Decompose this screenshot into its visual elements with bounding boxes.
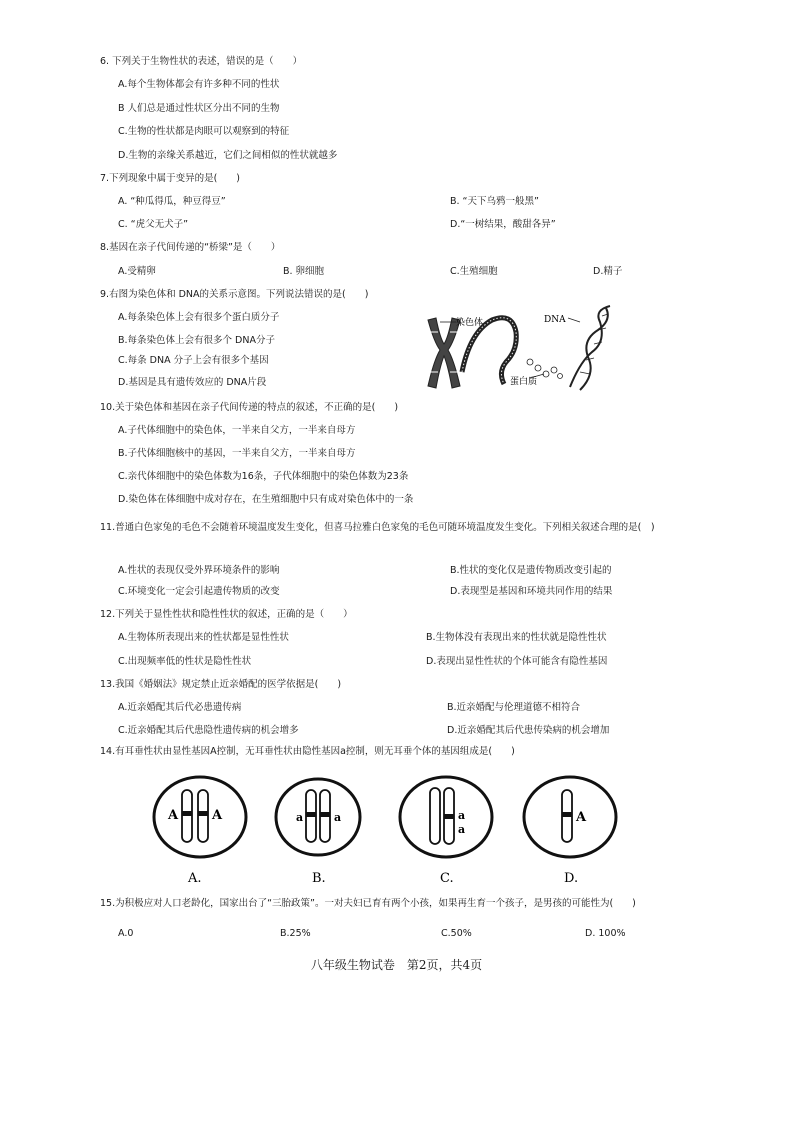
q8-option-b: B. 卵细胞: [283, 266, 325, 277]
nucleosome-beads: [527, 359, 563, 379]
q13-option-b: B.近亲婚配与伦理道德不相符合: [447, 702, 581, 713]
question-11-stem: 11.普通白色家兔的毛色不会随着环境温度发生变化，但喜马拉雅白色家兔的毛色可随环境温度发生变化。下列相关叙述合理的是( ): [100, 522, 655, 533]
gene-label-a-left: A: [168, 808, 179, 823]
gene-label-d-right: A: [576, 810, 587, 825]
q10-option-d: D.染色体在体细胞中成对存在，在生殖细胞中只有成对染色体中的一条: [118, 494, 414, 505]
q7-option-c: C. “虎父无犬子”: [118, 219, 189, 230]
cell-option-b: [276, 779, 360, 886]
q11-option-c: C.环境变化一定会引起遗传物质的改变: [118, 586, 280, 597]
chromosome-dna-figure: [420, 302, 620, 397]
q11-option-a: A.性状的表现仅受外界环境条件的影响: [118, 565, 280, 576]
q9-option-a: A.每条染色体上会有很多个蛋白质分子: [118, 312, 280, 323]
gene-label-b-right: a: [334, 811, 342, 824]
q11-option-d: D.表现型是基因和环境共同作用的结果: [450, 586, 613, 597]
page-footer: 八年级生物试卷 第2页，共4页: [310, 958, 483, 972]
dna-label: DNA: [544, 315, 566, 325]
q10-option-b: B.子代体细胞核中的基因，一半来自父方，一半来自母方: [118, 448, 356, 459]
question-9-stem: 9.右图为染色体和 DNA的关系示意图。下列说法错误的是( ): [100, 289, 369, 300]
q13-option-c: C.近亲婚配其后代患隐性遗传病的机会增多: [118, 725, 299, 736]
gene-label-a-right: A: [212, 808, 223, 823]
question-8-stem: 8.基因在亲子代间传递的“桥梁”是（ ）: [100, 242, 281, 253]
q12-option-d: D.表现出显性性状的个体可能含有隐性基因: [426, 656, 608, 667]
q15-option-c: C.50%: [441, 928, 472, 939]
question-15-stem: 15.为积极应对人口老龄化，国家出台了“三胎政策”。一对夫妇已育有两个小孩，如果再生育一个孩子，是男孩的可能性为( ): [100, 898, 636, 909]
q11-option-b: B.性状的变化仅是遗传物质改变引起的: [450, 565, 612, 576]
q6-option-a: A.每个生物体都会有许多种不同的性状: [118, 79, 280, 90]
q8-option-a: A.受精卵: [118, 266, 156, 277]
q8-option-d: D.精子: [593, 266, 623, 277]
cell-caption-a: A.: [188, 871, 202, 886]
question-7-stem: 7.下列现象中属于变异的是( ): [100, 173, 240, 184]
cell-option-c: [400, 777, 492, 886]
gene-label-c-top: a: [458, 809, 466, 822]
cell-caption-c: C.: [440, 871, 454, 886]
cell-caption-b: B.: [312, 871, 326, 886]
question-14-stem: 14.有耳垂性状由显性基因A控制，无耳垂性状由隐性基因a控制，则无耳垂个体的基因组成是( ): [100, 746, 515, 757]
q15-option-d: D. 100%: [585, 928, 626, 939]
q13-option-a: A.近亲婚配其后代必患遗传病: [118, 702, 242, 713]
question-10-stem: 10.关于染色体和基因在亲子代间传递的特点的叙述，不正确的是( ): [100, 402, 399, 413]
q6-option-c: C.生物的性状都是肉眼可以观察到的特征: [118, 126, 290, 137]
gene-cell-figure: [140, 770, 620, 890]
q7-option-b: B. “天下乌鸦一般黑”: [450, 196, 539, 207]
cell-option-a: [154, 777, 246, 886]
q6-option-d: D.生物的亲缘关系越近，它们之间相似的性状就越多: [118, 150, 338, 161]
q7-option-d: D.“一树结果，酸甜各异”: [450, 219, 556, 230]
q12-option-b: B.生物体没有表现出来的性状就是隐性性状: [426, 632, 607, 643]
chromosome-label: 染色体: [456, 318, 484, 328]
cell-option-d: [524, 777, 616, 886]
q13-option-d: D.近亲婚配其后代患传染病的机会增加: [447, 725, 610, 736]
q10-option-c: C.亲代体细胞中的染色体数为16条，子代体细胞中的染色体数为23条: [118, 471, 409, 482]
q15-option-a: A.0: [118, 928, 134, 939]
protein-label: 蛋白质: [510, 377, 538, 387]
dna-leader-line: [568, 318, 580, 322]
q10-option-a: A.子代体细胞中的染色体，一半来自父方，一半来自母方: [118, 425, 356, 436]
q9-option-b: B.每条染色体上会有很多个 DNA分子: [118, 335, 275, 346]
q15-option-b: B.25%: [280, 928, 311, 939]
q8-option-c: C.生殖细胞: [450, 266, 498, 277]
q7-option-a: A. “种瓜得瓜，种豆得豆”: [118, 196, 226, 207]
q9-option-c: C.每条 DNA 分子上会有很多个基因: [118, 355, 269, 366]
gene-label-b-left: a: [296, 811, 304, 824]
question-6-stem: 6. 下列关于生物性状的表述，错误的是（ ）: [100, 56, 303, 67]
q6-option-b: B 人们总是通过性状区分出不同的生物: [118, 103, 280, 114]
q9-option-d: D.基因是具有遗传效应的 DNA片段: [118, 377, 267, 388]
question-12-stem: 12.下列关于显性性状和隐性性状的叙述，正确的是（ ）: [100, 609, 353, 620]
q12-option-a: A.生物体所表现出来的性状都是显性性状: [118, 632, 289, 643]
dna-double-helix: [570, 306, 610, 390]
gene-label-c-bottom: a: [458, 823, 466, 836]
q12-option-c: C.出现频率低的性状是隐性性状: [118, 656, 252, 667]
question-13-stem: 13.我国《婚姻法》规定禁止近亲婚配的医学依据是( ): [100, 679, 342, 690]
chromosome-shape: [428, 318, 460, 388]
cell-caption-d: D.: [564, 871, 579, 886]
